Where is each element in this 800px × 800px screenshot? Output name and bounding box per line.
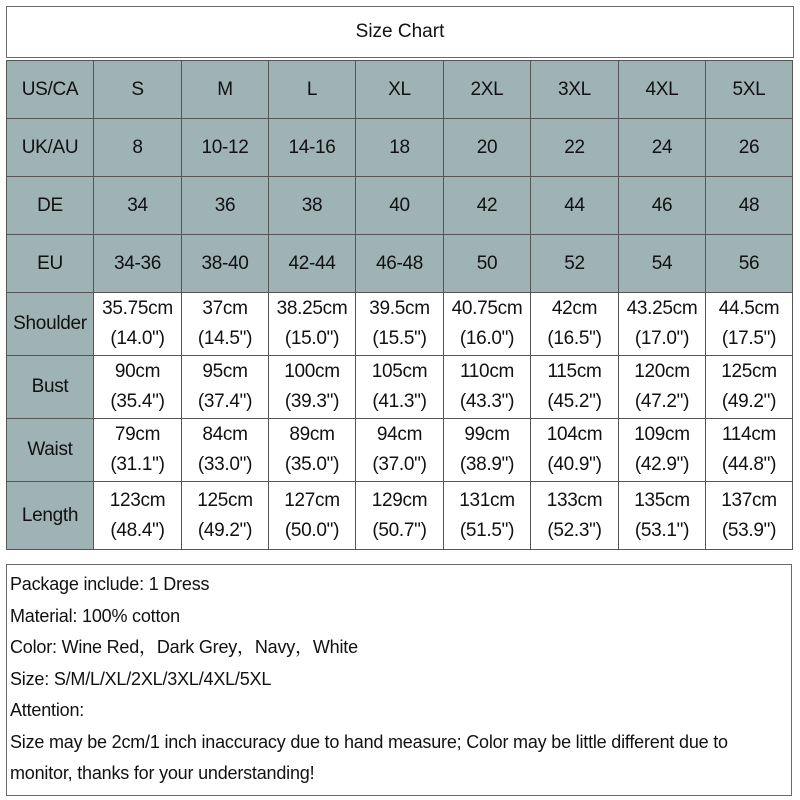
cm-value: 43.25cm (626, 298, 698, 319)
cm-value: 133cm (546, 489, 603, 511)
measurement-cell (619, 482, 706, 550)
measurement-cell (706, 293, 793, 356)
measurement-row (7, 419, 793, 482)
measurement-cell (182, 356, 269, 419)
inch-value: (33.0") (197, 454, 253, 475)
cm-value: 94cm (376, 424, 423, 445)
size-cell: 44 (531, 177, 619, 235)
row-label: Shoulder (7, 293, 94, 356)
inch-value: (48.4") (110, 519, 165, 541)
measurement-cell (182, 482, 269, 550)
chart-title: Size Chart (6, 6, 794, 58)
size-cell: 2XL (444, 61, 531, 119)
row-label: EU (7, 235, 94, 293)
size-cell: 54 (619, 235, 706, 293)
size-cell: 34-36 (94, 235, 182, 293)
inch-value: (40.9") (547, 454, 602, 475)
cm-value: 120cm (634, 361, 690, 382)
size-cell: 10-12 (182, 119, 269, 177)
measurement-row (7, 482, 793, 550)
measurement-cell (619, 356, 706, 419)
measurement-cell (706, 482, 793, 550)
cm-value: 129cm (371, 489, 428, 511)
measurement-cell (94, 293, 182, 356)
size-cell: XL (356, 61, 444, 119)
cm-value: 127cm (284, 489, 340, 511)
inch-value: (37.0") (372, 454, 427, 475)
measurement-cell (269, 293, 356, 356)
inch-value: (15.0") (284, 328, 340, 349)
size-row (7, 61, 793, 119)
size-cell: 38 (269, 177, 356, 235)
cm-value: 104cm (546, 424, 603, 445)
cm-value: 131cm (459, 489, 515, 511)
inch-value: (16.5") (547, 328, 602, 349)
size-row (7, 119, 793, 177)
row-label: US/CA (7, 61, 94, 119)
cm-value: 125cm (721, 361, 777, 382)
inch-value: (17.5") (721, 328, 777, 349)
row-label: Length (7, 482, 94, 550)
measurement-cell (444, 293, 531, 356)
cm-value: 40.75cm (451, 298, 523, 319)
inch-value: (50.0") (284, 519, 340, 541)
measurement-cell (619, 419, 706, 482)
size-table (6, 60, 793, 550)
size-cell: 4XL (619, 61, 706, 119)
measurement-cell (356, 293, 444, 356)
size-cell: 3XL (531, 61, 619, 119)
row-label: Waist (7, 419, 94, 482)
cm-value: 110cm (459, 361, 515, 382)
inch-value: (42.9") (634, 454, 690, 475)
measurement-cell (444, 482, 531, 550)
size-cell: 46-48 (356, 235, 444, 293)
measurement-cell (356, 419, 444, 482)
size-cell: 56 (706, 235, 793, 293)
size-cell: 48 (706, 177, 793, 235)
inch-value: (50.7") (372, 519, 427, 541)
inch-value: (15.5") (372, 328, 427, 349)
material-note: Material: 100% cotton (10, 605, 180, 626)
measurement-cell (94, 419, 182, 482)
size-cell: S (94, 61, 182, 119)
row-label: Bust (7, 356, 94, 419)
cm-value: 42cm (551, 298, 598, 319)
measurement-cell (182, 419, 269, 482)
size-cell: 14-16 (269, 119, 356, 177)
cm-value: 95cm (202, 361, 248, 382)
size-row (7, 177, 793, 235)
cm-value: 79cm (114, 424, 161, 445)
cm-value: 90cm (114, 361, 161, 382)
measurement-cell (531, 419, 619, 482)
measurement-cell (269, 356, 356, 419)
size-cell: 24 (619, 119, 706, 177)
size-cell: L (269, 61, 356, 119)
cm-value: 37cm (202, 298, 248, 319)
inch-value: (49.2") (197, 519, 253, 541)
inch-value: (51.5") (459, 519, 515, 541)
cm-value: 137cm (721, 489, 777, 511)
inch-value: (16.0") (459, 328, 515, 349)
size-cell: 34 (94, 177, 182, 235)
inch-value: (14.0") (110, 328, 165, 349)
cm-value: 123cm (109, 489, 166, 511)
size-chart-sheet (6, 6, 794, 794)
cm-value: 105cm (371, 361, 428, 382)
size-cell: 42-44 (269, 235, 356, 293)
cm-value: 109cm (634, 424, 690, 445)
cm-value: 115cm (547, 361, 602, 382)
cm-value: 84cm (202, 424, 248, 445)
measurement-cell (531, 482, 619, 550)
size-cell: M (182, 61, 269, 119)
inch-value: (41.3") (372, 391, 427, 412)
package-note: Package include: 1 Dress (10, 574, 210, 594)
size-note: Size: S/M/L/XL/2XL/3XL/4XL/5XL (10, 668, 272, 689)
size-cell: 18 (356, 119, 444, 177)
size-cell: 40 (356, 177, 444, 235)
measurement-cell (706, 356, 793, 419)
measurement-cell (356, 356, 444, 419)
inch-value: (35.4") (110, 391, 165, 412)
measurement-cell (94, 356, 182, 419)
size-cell: 50 (444, 235, 531, 293)
inch-value: (37.4") (197, 391, 253, 412)
cm-value: 100cm (284, 361, 340, 382)
measurement-cell (706, 419, 793, 482)
inch-value: (53.9") (721, 519, 777, 541)
inch-value: (39.3") (284, 391, 340, 412)
inch-value: (17.0") (634, 328, 690, 349)
measurement-row (7, 293, 793, 356)
row-label: UK/AU (7, 119, 94, 177)
size-cell: 46 (619, 177, 706, 235)
size-cell: 26 (706, 119, 793, 177)
attention-note: Attention: (10, 700, 85, 720)
cm-value: 44.5cm (718, 298, 780, 319)
cm-value: 89cm (289, 424, 335, 445)
measurement-row (7, 356, 793, 419)
inch-value: (52.3") (547, 519, 602, 541)
size-cell: 36 (182, 177, 269, 235)
size-cell: 20 (444, 119, 531, 177)
inch-value: (45.2") (547, 391, 602, 412)
measurement-cell (269, 419, 356, 482)
inch-value: (35.0") (284, 454, 340, 475)
measurement-cell (356, 482, 444, 550)
inch-value: (43.3") (459, 391, 515, 412)
inch-value: (44.8") (721, 454, 777, 475)
size-cell: 52 (531, 235, 619, 293)
measurement-cell (94, 482, 182, 550)
inch-value: (38.9") (459, 454, 515, 475)
measurement-cell (269, 482, 356, 550)
inch-value: (53.1") (634, 519, 690, 541)
size-row (7, 235, 793, 293)
cm-value: 125cm (197, 489, 253, 511)
measurement-cell (182, 293, 269, 356)
measurement-cell (444, 419, 531, 482)
disclaimer-note: Size may be 2cm/1 inch inaccuracy due to hand measure; Color may be little different due to monitor, thanks for your understanding! (10, 731, 728, 783)
cm-value: 114cm (721, 424, 777, 445)
size-cell: 8 (94, 119, 182, 177)
measurement-cell (444, 356, 531, 419)
row-label: DE (7, 177, 94, 235)
inch-value: (47.2") (634, 391, 690, 412)
inch-value: (31.1") (110, 454, 165, 475)
cm-value: 99cm (464, 424, 510, 445)
size-cell: 42 (444, 177, 531, 235)
cm-value: 38.25cm (276, 298, 348, 319)
inch-value: (14.5") (197, 328, 253, 349)
cm-value: 39.5cm (369, 298, 430, 319)
size-cell: 22 (531, 119, 619, 177)
measurement-cell (531, 293, 619, 356)
inch-value: (49.2") (721, 391, 777, 412)
measurement-cell (619, 293, 706, 356)
size-cell: 5XL (706, 61, 793, 119)
size-table-body (7, 61, 793, 550)
product-notes (6, 564, 792, 796)
cm-value: 135cm (634, 489, 690, 511)
size-cell: 38-40 (182, 235, 269, 293)
measurement-cell (531, 356, 619, 419)
color-note: Color: Wine Red，Dark Grey，Navy，White (10, 637, 358, 657)
cm-value: 35.75cm (102, 298, 173, 319)
